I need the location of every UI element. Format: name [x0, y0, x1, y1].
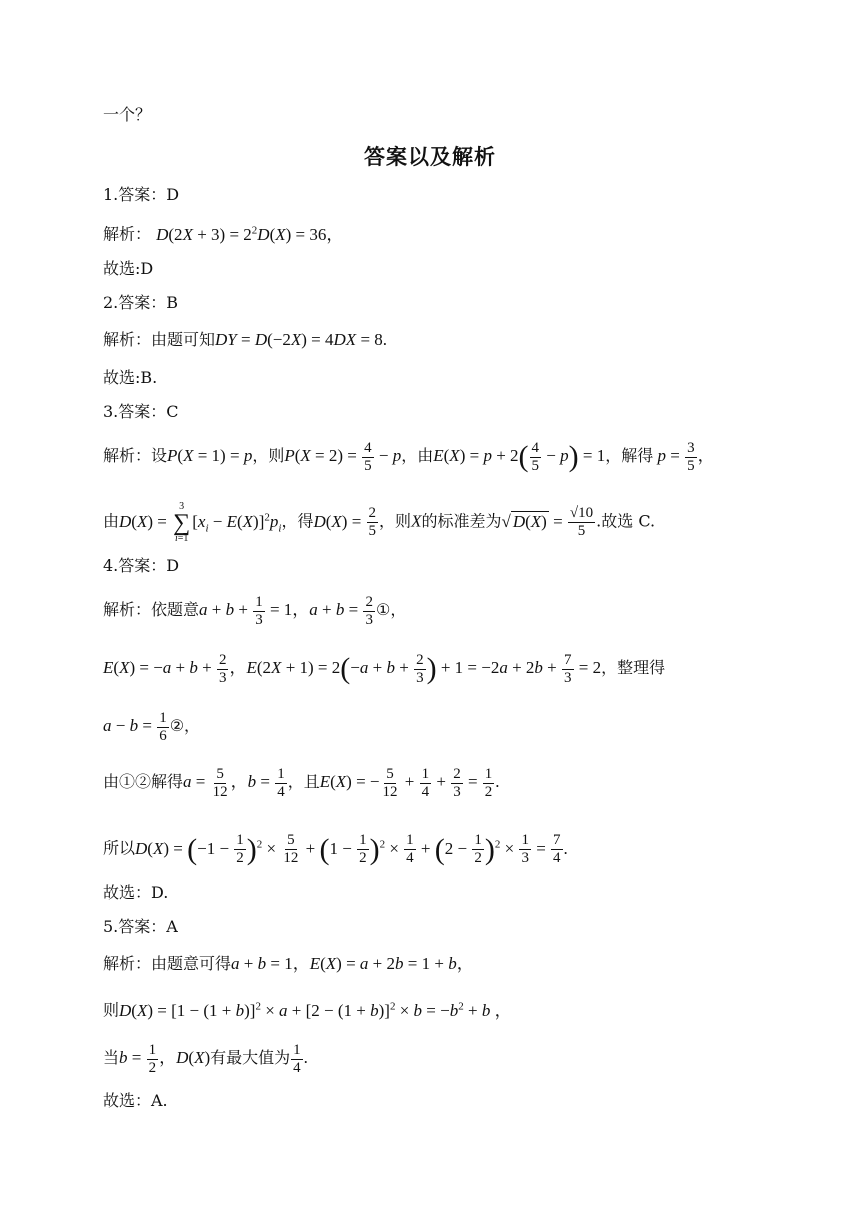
q2-analysis: 解析：由题可知DY = D(−2X) = 4DX = 8.: [103, 330, 388, 349]
q4-analysis-line5: 所以D(X) = (−1 − $\frac{1}{2}$ )$^2$ × $\frac{5}{12}$ + (1 − $\frac{1}{2}$ )$^2$ × $\frac{1}{4}$ + (2 − $\frac{1}{2}$ )$^2$ × $\frac{1}{3}$ = $\frac{7}{4}$ .: [103, 832, 568, 867]
page-title: 答案以及解析: [364, 145, 496, 169]
q5-conclusion: 故选：A.: [103, 1091, 168, 1110]
q4-analysis-line4: 由①②解得a = $\frac{5}{12}$ ，b = $\frac{1}{4}$ ，且E(X) = − $\frac{5}{12}$ + $\frac{1}{4}$ + $\frac{2}{3}$ = $\frac{1}{2}$ .: [103, 765, 500, 800]
q2-formula: DY: [215, 330, 237, 349]
q2-answer: 2.答案：B: [103, 293, 179, 312]
q1-analysis-label: 解析：: [103, 224, 152, 244]
q2-analysis-label: 解析：由题可知: [103, 330, 216, 349]
q5-analysis-line1: 解析：由题意可得a + b = 1，E(X) = a + 2b = 1 + b，: [103, 954, 474, 973]
q4-answer: 4.答案：D: [103, 556, 180, 575]
q5-analysis-line3: 当b = $\frac{1}{2}$ ，D(X)有最大值为 $\frac{1}{4}$ .: [103, 1041, 308, 1076]
q5-analysis-label: 解析：由题意可得: [103, 954, 232, 973]
q1-analysis: [103, 219, 800, 246]
q3-analysis-line1: 解析：设P(X = 1) = p，则P(X = 2) = $\frac{4}{5}$ − p，由E(X) = p + 2( $\frac{4}{5}$ − p) = 1，解得 p = $\frac{3}{5}$ ，: [103, 439, 715, 474]
q1-conclusion: 故选:D: [103, 259, 154, 278]
q4-analysis-line3: a − b = $\frac{1}{6}$ ②，: [103, 709, 201, 744]
q1-formula: $D(2X + 3) = 2^2D(X) = 36$，: [156, 224, 344, 244]
q3-answer: 3.答案：C: [103, 402, 179, 421]
q4-analysis-line1: 解析：依题意a + b + $\frac{1}{3}$ = 1，a + b = $\frac{2}{3}$ ①，: [103, 593, 407, 628]
q4-analysis-label: 解析：依题意: [103, 600, 200, 619]
q1-answer: 1.答案：D: [103, 185, 180, 204]
q5-answer: 5.答案：A: [103, 917, 178, 936]
q3-analysis-line2: 由D(X) = 3 ∑ i=1 $[x_i - E(X)]^2p_i$，得D(X) = $\frac{2}{5}$ ，则X的标准差为√ D(X) = $\frac{√10}{5}$ .故选 C.: [103, 500, 656, 544]
q4-conclusion: 故选：D.: [103, 883, 169, 902]
header-fragment: 一个？: [103, 105, 152, 124]
q4-analysis-line2: E(X) = −a + b + $\frac{2}{3}$ ，E(2X + 1) = 2(−a + b + $\frac{2}{3}$ ) + 1 = −2a + 2b + $\frac{7}{3}$ = 2，整理得: [103, 651, 666, 686]
q5-analysis-line2: 则$D(X) = [1 - (1 + b)]^2 \times a + [2 - (1 + b)]^2 \times b = -b^2 + b$ ，: [103, 1000, 512, 1020]
q3-analysis-label: 解析：设: [103, 446, 168, 465]
q2-conclusion: 故选:B.: [103, 368, 158, 387]
